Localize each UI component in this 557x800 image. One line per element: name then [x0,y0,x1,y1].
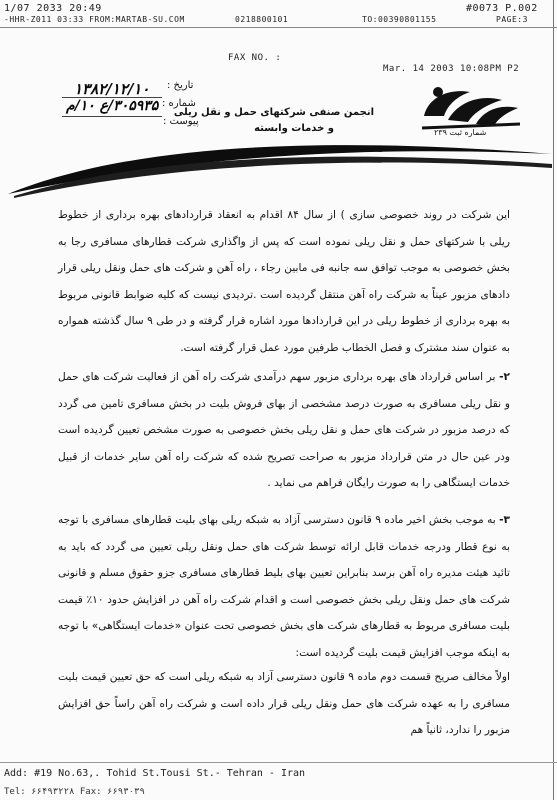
fax-header-to: TO:00390801155 [362,15,437,24]
attachment-label: پیوست : [163,116,199,127]
footer-rule [0,762,557,763]
date-label: تاریخ : [167,80,194,91]
organization-name-line1: انجمن صنفی شرکتهای حمل و نقل ریلی [173,107,374,118]
fax-header-rule [0,27,557,28]
fax-number-label: FAX NO. : [228,53,282,63]
paragraph-3-number: ۳- [499,514,510,526]
paragraph-2-number: ۲- [499,371,510,383]
handwritten-date: ۱۳۸۲/۱۲/۱۰ [74,80,150,98]
fax-header-page: PAGE:3 [496,15,528,24]
paragraph-1: این شرکت در روند خصوصی سازی ) از سال ۸۴ اقدام به انعقاد قراردادهای بهره برداری از خطوط ریلی با شرکتهای حمل و نقل ریلی نموده است که پس از واگذاری شرکت قطارهای مسافری رجا به بخش خصوصی به موجب توافق سه جانبه فی مابین رجاء ، راه آهن و شرکت های حمل ونقل ریلی قرار دادهای مزبور عیناً به شرکت راه آهن منتقل گردیده است .تردیدی نیست که کلیه ضوابط قانونی مربوط به بهره برداری از خطوط ریلی در این قراردادها مورد اشاره قرار گرفته و در طی ۹ سال گذشته همواره به عنوان سند مشترک و فصل الخطاب طرفین مورد عمل قرار گرفته است. [58,209,511,354]
paragraph-2-text: بر اساس قرارداد های بهره برداری مزبور سهم درآمدی شرکت راه آهن از فعالیت شرکت های حمل و نقل ریلی مسافری به صورت درصد مشخصی از بهای فروش بلیت در بخش مسافری تامین می گردد که درصد مزبور در شرکت های حمل و نقل ریلی بخش خصوصی به صورت مشخص تعیین گردیده است ودر عین حال در متن قرارداد مزبور به صراحت تصریح شده که شرکت راه آهن سایر خدمات از قبیل خدمات ایستگاهی را به صورت رایگان فراهم می نماید . [58,371,510,489]
fax-date: Mar. 14 2003 10:08PM P2 [383,64,520,74]
registration-number: شماره ثبت ۲۳۹ [434,128,487,137]
paragraph-3 [58,507,510,666]
paragraph-2 [58,364,510,497]
fax-header-page-number: #0073 P.002 [466,3,538,14]
letterhead-swoosh [0,138,557,200]
attachment-underline [62,116,162,117]
paragraph-4: اولاً مخالف صریح قسمت دوم ماده ۹ قانون دسترسی آزاد به شبکه ریلی است که حق تعیین قیمت بلیت مسافری را به عهده شرکت های حمل ونقل ریلی قرار داده است و شرکت راه آهن راساً حق افزایش مزبور را ندارد، ثانیاً هم [58,671,510,736]
scan-edge [553,0,554,800]
handwritten-number: ۳۰۵۹۳۵/ع ۱۰/م [66,98,159,114]
fax-header-number: 0218800101 [235,15,289,24]
paragraph-3-text: به موجب بخش اخیر ماده ۹ قانون دسترسی آزاد به شبکه ریلی بهای بلیت قطارهای مسافری با توجه به نوع قطار ودرجه خدمات قابل ارائه توسط شرکت های حمل ونقل ریلی تعیین می گردد که باید به تائید هیئت مدیره راه آهن برسد بنابراین تعیین بهای بلیط قطارهای مسافری جزو حقوق مسلم و قانونی شرکت های حمل ونقل ریلی بخش خصوصی است و اقدام شرکت راه آهن در افزایش حدود ۱۰٪ قیمت بلیت مسافری مربوط به قطارهای شرکت های بخش خصوصی تحت عنوان «خدمات ایستگاهی» با توجه به اینکه موجب افزایش قیمت بلیت گردیده است: [58,514,510,659]
number-label: شماره : [162,98,196,109]
footer-address: Add: #19 No.63,. Tohid St.Tousi St.- Tehran - Iran [4,768,306,779]
fax-header-from: -HHR-Z011 03:33 FROM:MARTAB-SU.COM [4,15,185,24]
fax-header-time: 1/07 2033 20:49 [4,3,102,14]
footer-contact: Tel: ۶۶۴۹۳۲۲۸ Fax: ۶۶۹۳۰۳۹ [4,787,145,797]
organization-name-line2: و خدمات وابسته [254,123,334,134]
